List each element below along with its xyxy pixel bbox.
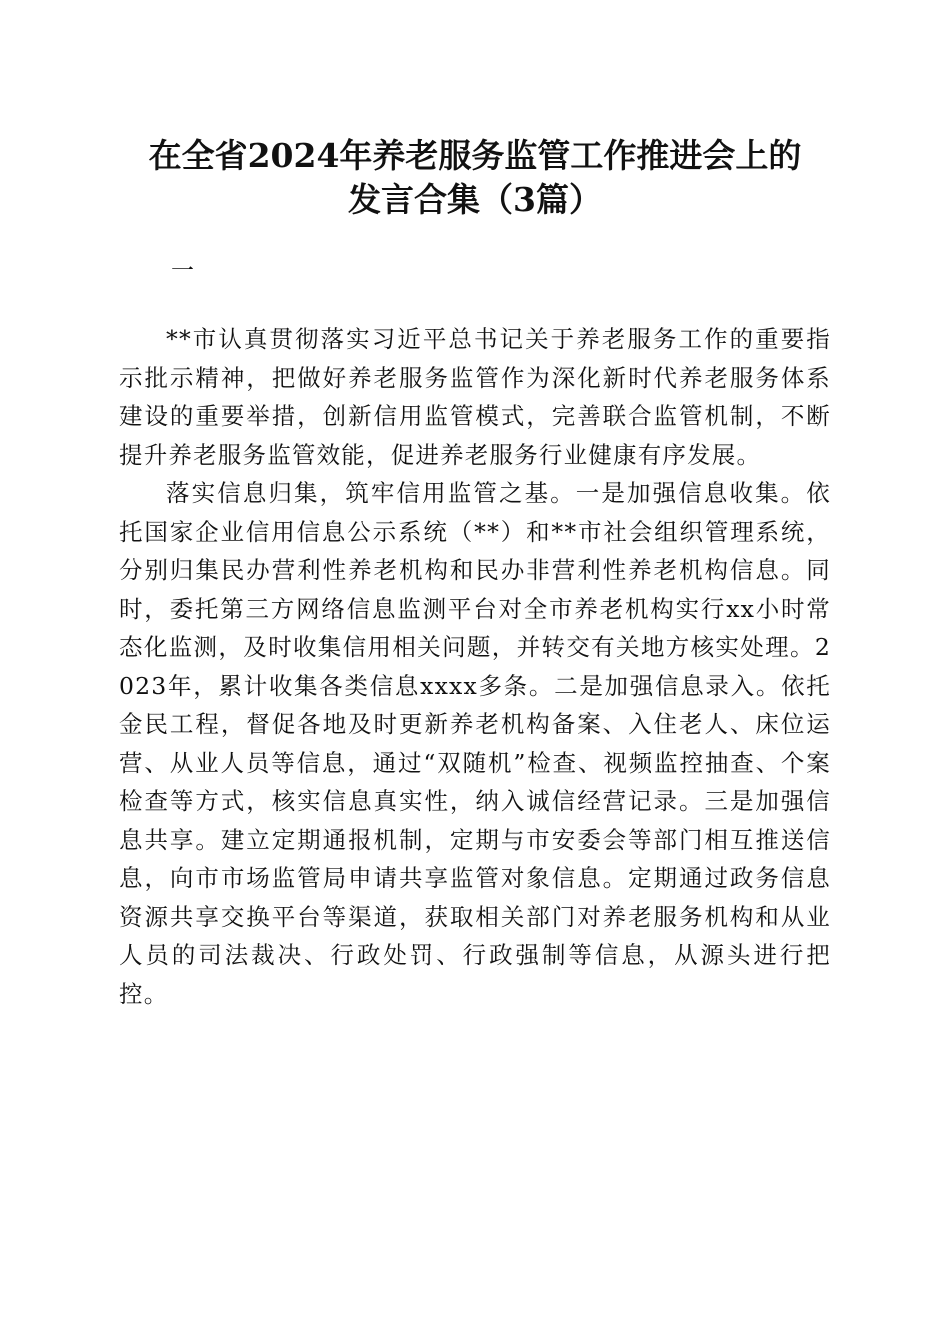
section-number: 一 bbox=[171, 258, 194, 284]
paragraph-info-collection: 落实信息归集，筑牢信用监管之基。一是加强信息收集。依托国家企业信用信息公示系统（**）和**市社会组织管理系统，分别归集民办营利性养老机构和民办非营利性养老机构信息。同时，委托第三方网络信息监测平台对全市养老机构实行xx小时常态化监测，及时收集信用相关问题，并转交有关地方核实处理。2023年，累计收集各类信息xxxx多条。二是加强信息录入。依托金民工程，督促各地及时更新养老机构备案、入住老人、床位运营、从业人员等信息，通过“双随机”检查、视频监控抽查、个案检查等方式，核实信息真实性，纳入诚信经营记录。三是加强信息共享。建立定期通报机制，定期与市安委会等部门相互推送信息，向市市场监管局申请共享监管对象信息。定期通过政务信息资源共享交换平台等渠道，获取相关部门对养老服务机构和从业人员的司法裁决、行政处罚、行政强制等信息，从源头进行把控。 bbox=[119, 479, 831, 1008]
paragraph-intro: **市认真贯彻落实习近平总书记关于养老服务工作的重要指示批示精神，把做好养老服务监管作为深化新时代养老服务体系建设的重要举措，创新信用监管模式，完善联合监管机制，不断提升养老服务监管效能，促进养老服务行业健康有序发展。 bbox=[119, 325, 831, 469]
title-line-1: 在全省2024年养老服务监管工作推进会上的 bbox=[148, 136, 802, 175]
title-line-2: 发言合集（3篇） bbox=[348, 180, 602, 219]
document-body bbox=[119, 320, 831, 1013]
document-title bbox=[0, 134, 950, 222]
